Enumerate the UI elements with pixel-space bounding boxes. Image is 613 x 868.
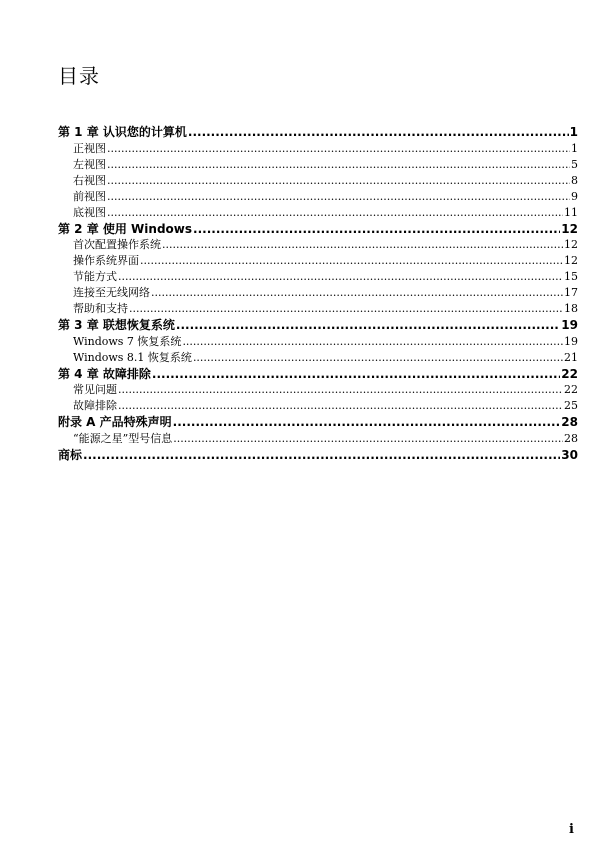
- toc-entry-page: 18: [564, 302, 578, 315]
- toc-dot-leader: [118, 382, 563, 398]
- toc-entry-label: 前视图: [73, 189, 106, 203]
- toc-entry-page: 22: [561, 366, 578, 381]
- toc-entry-label: 附录 A 产品特殊声明: [58, 415, 172, 429]
- toc-chapter-entry[interactable]: [58, 414, 578, 431]
- toc-dot-leader: [188, 124, 569, 141]
- toc-entry-page: 28: [561, 415, 578, 429]
- toc-entry-page: 1: [571, 141, 578, 155]
- toc-dot-leader: [151, 285, 563, 301]
- toc-section-entry[interactable]: [58, 350, 578, 366]
- toc-dot-leader: [129, 301, 563, 317]
- toc-chapter-entry[interactable]: [58, 124, 578, 141]
- toc-entry-label: “能源之星”型号信息: [73, 431, 173, 445]
- toc-section-entry[interactable]: [58, 253, 578, 269]
- toc-section-entry[interactable]: [58, 334, 578, 350]
- toc-section-entry[interactable]: [58, 189, 578, 205]
- page-title: 目录: [58, 64, 100, 88]
- toc-entry-label: 常见问题: [73, 383, 117, 396]
- toc-section-entry[interactable]: [58, 173, 578, 189]
- toc-entry-page: 11: [564, 205, 578, 219]
- toc-entry-page: 9: [571, 189, 578, 203]
- toc-section-entry[interactable]: [58, 398, 578, 414]
- toc-entry-label: 底视图: [73, 205, 106, 219]
- toc-entry-label: 连接至无线网络: [73, 286, 150, 299]
- toc-dot-leader: [107, 141, 570, 157]
- toc-entry-page: 8: [571, 173, 578, 187]
- toc-entry-label: 第 2 章 使用 Windows: [58, 221, 193, 236]
- toc-entry-label: Windows 7 恢复系统: [73, 334, 182, 348]
- toc-entry-page: 1: [569, 125, 578, 139]
- toc-entry-label: 商标: [58, 447, 83, 462]
- toc-entry-label: 第 1 章 认识您的计算机: [58, 125, 187, 139]
- toc-entry-label: 帮助和支持: [73, 302, 128, 315]
- toc-dot-leader: [173, 431, 563, 447]
- toc-entry-label: 故障排除: [73, 399, 117, 412]
- toc-entry-page: 5: [571, 157, 578, 171]
- toc-entry-page: 25: [564, 399, 578, 412]
- toc-section-entry[interactable]: [58, 205, 578, 221]
- toc-chapter-entry[interactable]: [58, 221, 578, 238]
- toc-entry-page: 15: [564, 270, 578, 283]
- toc-dot-leader: [118, 398, 563, 414]
- toc-section-entry[interactable]: [58, 269, 578, 285]
- toc-dot-leader: [173, 414, 561, 431]
- toc-entry-page: 19: [564, 334, 578, 348]
- toc-chapter-entry[interactable]: [58, 447, 578, 464]
- toc-section-entry[interactable]: [58, 301, 578, 317]
- toc-entry-label: 操作系统界面: [73, 254, 139, 267]
- toc-entry-page: 28: [564, 431, 578, 445]
- toc-chapter-entry[interactable]: [58, 317, 578, 334]
- toc-dot-leader: [152, 366, 560, 383]
- toc-entry-page: 12: [561, 221, 578, 236]
- toc-entry-label: 节能方式: [73, 270, 117, 283]
- toc-entry-page: 22: [564, 383, 578, 396]
- toc-dot-leader: [193, 350, 563, 366]
- toc-dot-leader: [83, 447, 560, 464]
- toc-entry-label: 左视图: [73, 157, 106, 171]
- toc-dot-leader: [140, 253, 563, 269]
- toc-section-entry[interactable]: [58, 237, 578, 253]
- toc-section-entry[interactable]: [58, 157, 578, 173]
- toc-entry-label: 第 3 章 联想恢复系统: [58, 318, 175, 332]
- toc-dot-leader: [107, 157, 570, 173]
- toc-dot-leader: [162, 237, 563, 253]
- toc-dot-leader: [107, 189, 570, 205]
- toc-entry-page: 12: [564, 238, 578, 251]
- toc-entry-label: Windows 8.1 恢复系统: [73, 350, 192, 364]
- toc-entry-page: 30: [561, 447, 578, 462]
- toc-entry-page: 19: [561, 318, 578, 332]
- table-of-contents: [58, 124, 578, 463]
- toc-entry-label: 正视图: [73, 141, 106, 155]
- toc-entry-label: 首次配置操作系统: [73, 238, 161, 251]
- toc-section-entry[interactable]: [58, 141, 578, 157]
- toc-entry-page: 12: [564, 254, 578, 267]
- toc-chapter-entry[interactable]: [58, 366, 578, 383]
- toc-dot-leader: [182, 334, 563, 350]
- toc-section-entry[interactable]: [58, 285, 578, 301]
- toc-dot-leader: [107, 205, 563, 221]
- toc-entry-page: 21: [564, 350, 578, 364]
- toc-entry-label: 右视图: [73, 173, 106, 187]
- toc-dot-leader: [107, 173, 570, 189]
- toc-section-entry[interactable]: [58, 382, 578, 398]
- toc-section-entry[interactable]: [58, 431, 578, 447]
- toc-entry-page: 17: [564, 286, 578, 299]
- toc-entry-label: 第 4 章 故障排除: [58, 366, 151, 381]
- toc-dot-leader: [176, 317, 560, 334]
- toc-dot-leader: [193, 221, 560, 238]
- toc-dot-leader: [118, 269, 563, 285]
- page-number: i: [569, 822, 574, 837]
